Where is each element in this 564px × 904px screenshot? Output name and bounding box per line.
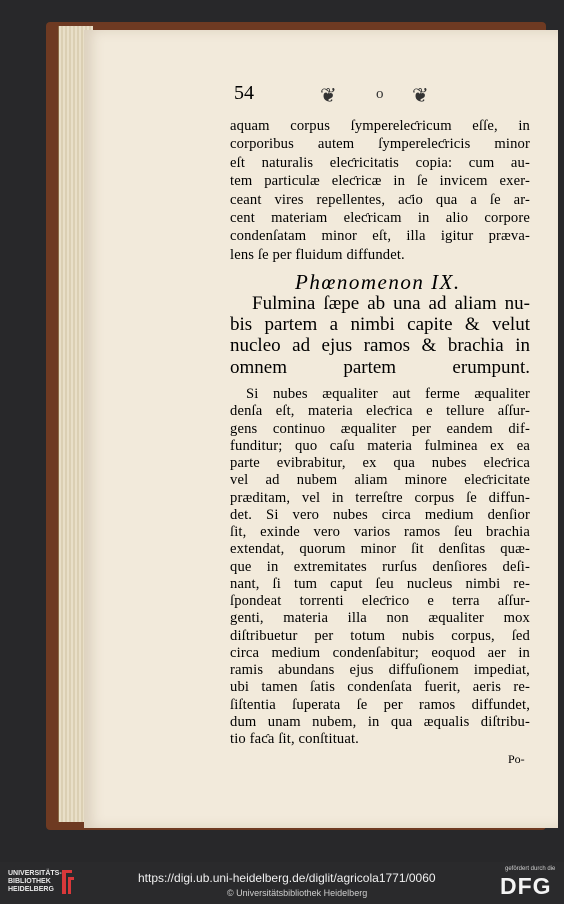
- library-logo-line: UNIVERSITÄTS-: [8, 870, 62, 877]
- text-line: aquam corpus ſympereleƈricum eſſe, in: [230, 118, 530, 134]
- text-line: ubi tamen ſatis condenſata fuerit, aeris re-: [230, 679, 530, 696]
- viewer-footer: [0, 862, 564, 904]
- proposition-line: Fulmina ſæpe ab una ad aliam nu-: [252, 293, 530, 314]
- proposition-line: nucleo ad ejus ramos & brachia in: [230, 335, 530, 357]
- text-line: cent materiam eleƈricam in alio corpore: [230, 210, 530, 226]
- text-line: eſt naturalis eleƈricitatis copia: cum au-: [230, 154, 530, 171]
- library-emblem-icon: [58, 868, 76, 896]
- text-line: genti, materia illa non æqualiter mox: [230, 610, 530, 627]
- text-line: ſit, exinde vero varios ramos ſeu brachia: [230, 524, 530, 540]
- section-heading: Phœnomenon IX.: [295, 270, 461, 294]
- text-line: dum unam nubem, in qua æqualis diſtribu-: [230, 713, 530, 730]
- permalink-url[interactable]: https://digi.ub.uni-heidelberg.de/diglit/agricola1771/0060: [138, 871, 436, 885]
- text-line: ramis abundans ejus diffuſionem impediat,: [230, 662, 530, 678]
- library-logo-line: HEIDELBERG: [8, 886, 54, 893]
- text-line: vel ad nubem aliam minore eleƈricitate: [230, 472, 530, 489]
- page-header: [234, 82, 534, 110]
- text-line: tem particulæ eleƈricæ in ſe invicem exer-: [230, 173, 530, 190]
- dfg-logo[interactable]: DFG: [500, 873, 552, 899]
- text-line: extendat, quorum minor ſit denſitas quæ-: [230, 541, 530, 558]
- text-line: ceant vires repellentes, aƈio qua a ſe ar-: [230, 191, 530, 208]
- header-center-mark: o: [376, 86, 384, 102]
- library-logo-line: BIBLIOTHEK: [8, 878, 51, 885]
- text-line: Si nubes æqualiter aut ferme æqualiter: [246, 386, 530, 402]
- copyright-text: © Universitätsbibliothek Heidelberg: [227, 888, 368, 898]
- text-line: præditam, vel in terreſtre corpus ſe diffun-: [230, 489, 530, 506]
- proposition-line: omnem partem erumpunt.: [230, 356, 530, 378]
- text-line: gens continuo æqualiter per eandem dif-: [230, 420, 530, 437]
- library-logo[interactable]: [8, 870, 62, 894]
- text-line: tio faƈa ſit, conſtituat.: [230, 731, 359, 747]
- fleuron-left-icon: ❦: [320, 85, 337, 107]
- text-line: ſpondeat torrenti eleƈrico e terra aſſur-: [230, 593, 530, 609]
- funder-caption: gefördert durch die: [505, 866, 556, 872]
- text-line: circa medium condenſabitur; eoquod aer in: [230, 644, 530, 661]
- catchword: Po-: [508, 752, 525, 766]
- page-number: 54: [234, 82, 254, 104]
- fleuron-right-icon: ❦: [412, 85, 429, 107]
- text-line: denſa eſt, materia eleƈrica e tellure aſſur-: [230, 403, 530, 420]
- text-line: nant, ſi tum caput ſeu nucleus nimbi re-: [230, 575, 530, 592]
- text-line: det. Si vero nubes circa medium denſior: [230, 506, 530, 523]
- proposition-line: bis partem a nimbi capite & velut: [230, 314, 530, 336]
- text-line: que in extremitates rurſus denſiores deſi-: [230, 558, 530, 575]
- text-line: ſiſtentia ſuperata ſe per ramos diffundet,: [230, 696, 530, 713]
- text-line: diſtribuetur per totum nubis corpus, ſed: [230, 627, 530, 644]
- text-line: funditur; quo caſu materia fulminea ex ea: [230, 437, 530, 454]
- text-line: lens ſe per fluidum diffundet.: [230, 246, 405, 263]
- text-line: parte evibrabitur, ex qua nubes eleƈrica: [230, 455, 530, 471]
- text-line: corporibus autem ſympereleƈricis minor: [230, 136, 530, 153]
- text-line: condenſatam minor eſt, illa igitur præva-: [230, 228, 530, 245]
